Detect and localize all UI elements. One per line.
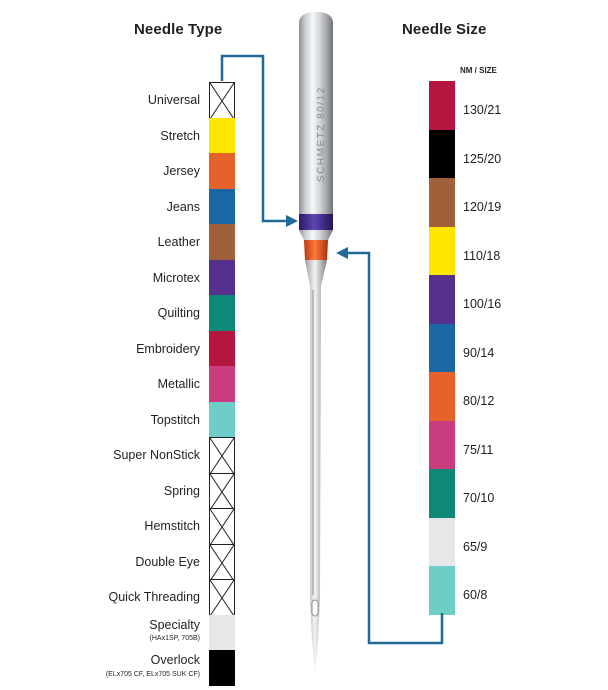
needle-type-name: Leather (157, 235, 200, 249)
needle-size-label: 110/18 (463, 248, 501, 263)
needle-size-band (304, 240, 328, 260)
needle-size-label: 75/11 (463, 442, 494, 457)
needle-type-name: Jersey (163, 164, 200, 178)
needle-size-label: 125/20 (463, 151, 502, 166)
type-arrow (222, 56, 289, 221)
needle-type-band (299, 214, 333, 230)
needle-size-label: 120/19 (463, 200, 502, 214)
needle-type-name: Universal (147, 93, 200, 107)
needle-type-name: Hemstitch (144, 519, 200, 533)
needle-type-subtext: (HAx1SP, 705B) (149, 635, 200, 643)
needle-type-heading: Needle Type (134, 21, 223, 38)
needle-size-label: 65/9 (463, 539, 488, 554)
needle-taper (299, 230, 333, 240)
needle-size-label: 130/21 (463, 103, 502, 117)
brand-engraving: SCHMETZ 80/12 (316, 86, 327, 182)
needle-type-name: Spring (163, 483, 200, 498)
needle-type-name: Super NonStick (113, 448, 200, 462)
needle-type-subtext: (ELx705 CF, ELx705 SUK CF) (105, 670, 200, 678)
nm-size-label: NM / SIZE (460, 66, 497, 75)
needle-size-label: 100/16 (463, 297, 502, 311)
needle-type-name: Microtex (152, 270, 200, 285)
needle-type-name: Jeans (166, 199, 200, 214)
needle-type-name: Specialty (149, 617, 200, 632)
needle-eye (312, 600, 318, 616)
needle-type-name: Quick Threading (108, 590, 200, 604)
needle-size-label: 70/10 (463, 491, 495, 505)
needle-type-name: Topstitch (150, 412, 200, 427)
needle-type-name: Metallic (157, 377, 200, 391)
needle-size-label: 80/12 (463, 394, 495, 408)
needle-type-name: Embroidery (136, 341, 200, 356)
type-arrow-head (286, 215, 298, 227)
needle-type-name: Stretch (160, 128, 200, 143)
needle-type-name: Double Eye (135, 554, 200, 569)
needle-type-name: Quilting (157, 306, 200, 320)
size-arrow-head (336, 247, 348, 259)
needle-type-name: Overlock (150, 653, 200, 667)
size-arrow (346, 253, 442, 643)
needle-size-label: 90/14 (463, 345, 495, 360)
needle-size-heading: Needle Size (402, 21, 487, 38)
needle-size-label: 60/8 (463, 588, 488, 602)
